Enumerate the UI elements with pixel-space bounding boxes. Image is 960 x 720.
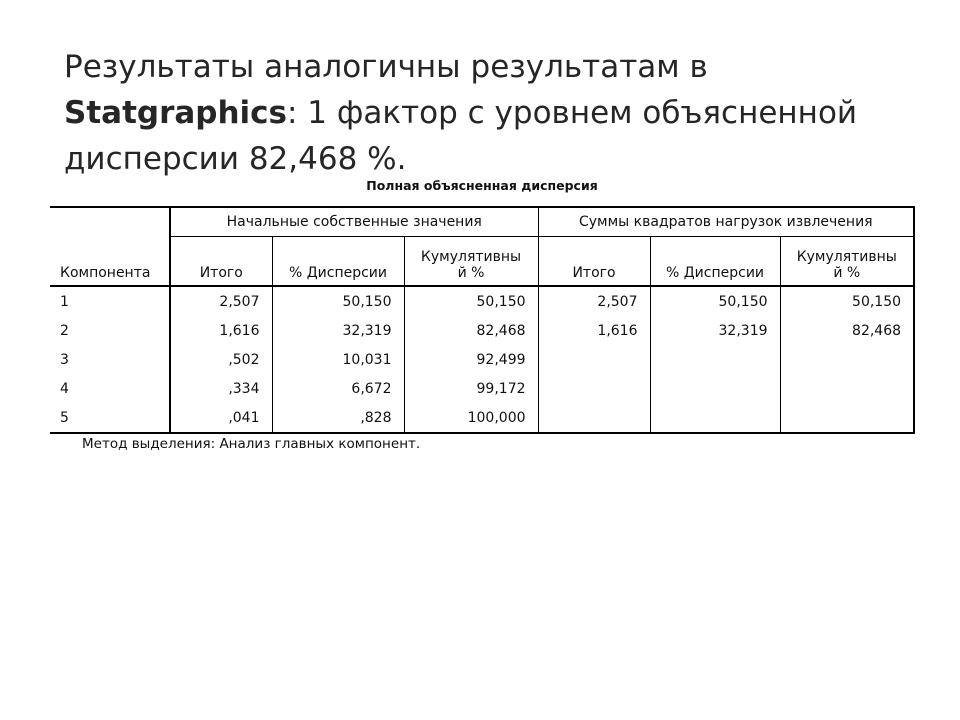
cell-ext-total: 1,616 — [538, 316, 650, 345]
table-footnote: Метод выделения: Анализ главных компонент. — [82, 436, 421, 452]
cell-ext-pct: 32,319 — [650, 316, 780, 345]
cell-ext-total — [538, 374, 650, 403]
cell-pct: 10,031 — [272, 345, 404, 374]
cell-cum: 99,172 — [404, 374, 538, 403]
cell-cum: 50,150 — [404, 286, 538, 316]
cell-ext-pct — [650, 345, 780, 374]
ext-total-header: Итого — [538, 237, 650, 287]
cell-total: ,502 — [170, 345, 272, 374]
ext-cum-header — [780, 237, 914, 287]
row-component: 1 — [60, 293, 69, 310]
cell-ext-pct: 50,150 — [650, 286, 780, 316]
cell-ext-pct — [650, 403, 780, 433]
row-component: 3 — [60, 351, 69, 368]
cell-ext-total — [538, 345, 650, 374]
cell-total: 1,616 — [170, 316, 272, 345]
col-pct-header: % Дисперсии — [272, 237, 404, 287]
extraction-sums-header: Суммы квадратов нагрузок извлечения — [538, 207, 914, 237]
slide-title — [64, 44, 924, 182]
table-row — [50, 403, 914, 433]
cell-cum: 82,468 — [404, 316, 538, 345]
cell-pct: 6,672 — [272, 374, 404, 403]
title-part-2: : 1 фактор с уровнем объясненной дисперсии 82,468 %. — [64, 95, 858, 177]
cell-ext-total: 2,507 — [538, 286, 650, 316]
cell-ext-cum — [780, 403, 914, 433]
cell-total: ,334 — [170, 374, 272, 403]
ext-pct-header: % Дисперсии — [650, 237, 780, 287]
row-component: 2 — [60, 322, 69, 339]
table-row — [50, 345, 914, 374]
cell-ext-cum — [780, 345, 914, 374]
title-bold-statgraphics: Statgraphics — [64, 95, 287, 131]
ext-cum-line2: й % — [833, 265, 861, 281]
cell-ext-cum — [780, 374, 914, 403]
table-row — [50, 286, 914, 316]
cell-ext-total — [538, 403, 650, 433]
cell-ext-pct — [650, 374, 780, 403]
cell-pct: 32,319 — [272, 316, 404, 345]
title-part-1: Результаты аналогичны результатам в — [64, 49, 708, 85]
cell-total: ,041 — [170, 403, 272, 433]
cell-cum: 100,000 — [404, 403, 538, 433]
cell-ext-cum: 82,468 — [780, 316, 914, 345]
cell-pct: 50,150 — [272, 286, 404, 316]
cell-cum: 92,499 — [404, 345, 538, 374]
table-row — [50, 316, 914, 345]
cell-total: 2,507 — [170, 286, 272, 316]
table-row — [50, 374, 914, 403]
col-total-header: Итого — [170, 237, 272, 287]
row-component: 4 — [60, 380, 69, 397]
row-component: 5 — [50, 403, 170, 433]
cell-pct: ,828 — [272, 403, 404, 433]
cell-ext-cum: 50,150 — [780, 286, 914, 316]
variance-table — [50, 206, 915, 434]
ext-cum-line1: Кумулятивны — [796, 249, 897, 265]
col-cum-line1: Кумулятивны — [420, 249, 522, 265]
col-cum-header — [404, 237, 538, 287]
col-cum-line2: й % — [457, 265, 485, 281]
initial-eigenvalues-header: Начальные собственные значения — [170, 207, 538, 237]
table-caption: Полная объясненная дисперсия — [366, 178, 598, 193]
component-header: Компонента — [50, 207, 170, 286]
